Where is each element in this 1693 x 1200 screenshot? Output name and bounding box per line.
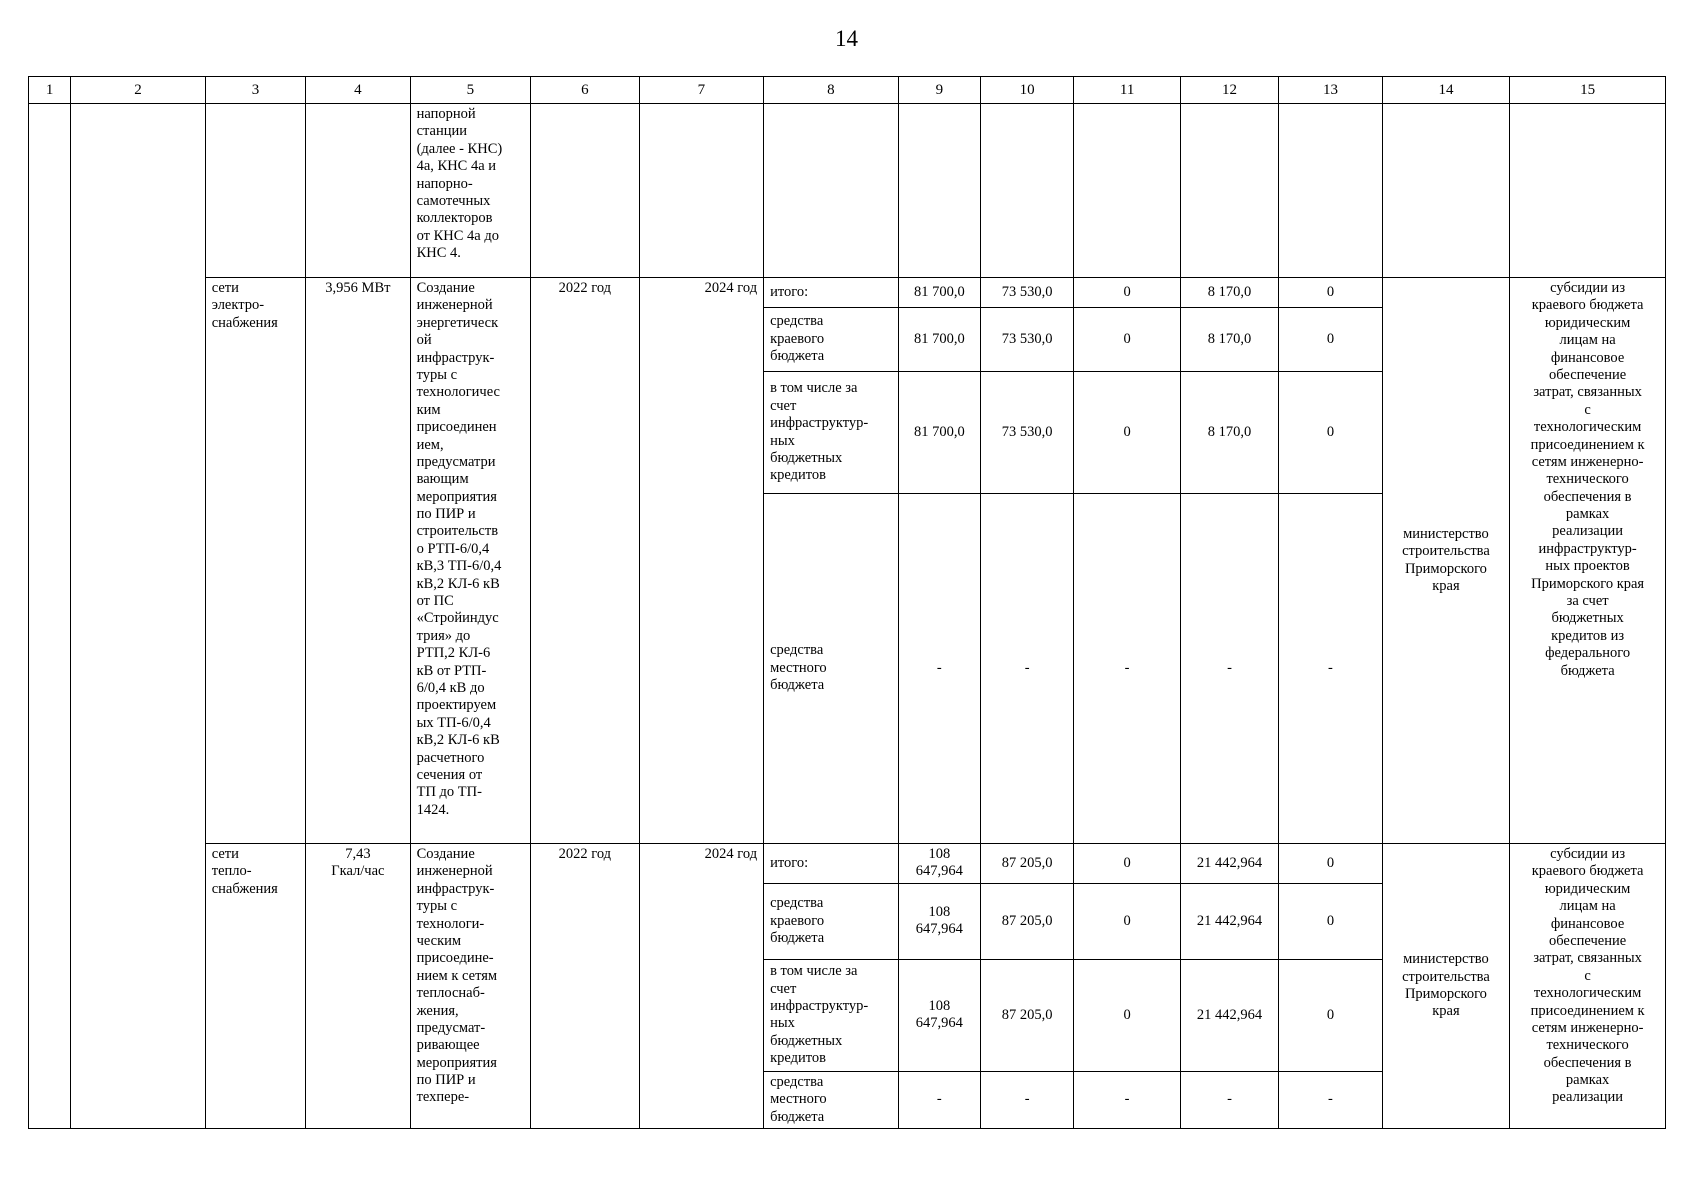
value-cell	[898, 104, 980, 278]
end-cell	[639, 104, 764, 278]
amount: 87 205,0	[980, 959, 1073, 1071]
column-number: 11	[1074, 77, 1180, 104]
funding-source-label: средства местного бюджета	[764, 1071, 899, 1128]
column-number: 9	[898, 77, 980, 104]
continuation-description: напорной станции (далее - КНС) 4а, КНС 4а и напорно- самотечных коллекторов от КНС 4а до КНС 4.	[410, 104, 531, 278]
amount: -	[1180, 494, 1278, 844]
amount: 0	[1074, 844, 1180, 884]
capacity-cell	[306, 104, 410, 278]
column-number: 8	[764, 77, 899, 104]
network-cell	[205, 104, 305, 278]
funding-source-label: в том числе за счет инфраструктур- ных бюджетных кредитов	[764, 959, 899, 1071]
capacity: 7,43 Гкал/час	[306, 844, 410, 1129]
start-year: 2022 год	[531, 278, 639, 844]
column-number: 10	[980, 77, 1073, 104]
funding-source-label: средства краевого бюджета	[764, 883, 899, 959]
measure-description: Создание инженерной инфраструк- туры с технологи- ческим присоедине- нием к сетям теплоснаб- жения, предусмат- ривающее мероприятия по ПИР и техпере-	[410, 844, 531, 1129]
value-cell	[1074, 104, 1180, 278]
amount: -	[1074, 1071, 1180, 1128]
amount: 0	[1074, 278, 1180, 308]
amount: 0	[1279, 883, 1382, 959]
responsible-cell	[1382, 104, 1510, 278]
amount: -	[898, 494, 980, 844]
table-row	[29, 278, 1666, 308]
end-year: 2024 год	[639, 844, 764, 1129]
row-number-cell	[29, 104, 71, 1129]
network-type: сети тепло- снабжения	[205, 844, 305, 1129]
amount: 0	[1279, 372, 1382, 494]
column-number: 3	[205, 77, 305, 104]
start-year: 2022 год	[531, 844, 639, 1129]
amount: 8 170,0	[1180, 372, 1278, 494]
continuation-row	[29, 104, 1666, 278]
column-number: 2	[71, 77, 206, 104]
amount: 73 530,0	[980, 372, 1073, 494]
funding-purpose: субсидии из краевого бюджета юридическим лицам на финансовое обеспечение затрат, связанных с технологическим присоединением к сетям инженерно- технического обеспечения в рамках реализации инфраструктур- ных проектов Приморского края за счет бюджетных кредитов из федерального бюджета	[1510, 278, 1666, 844]
source-cell	[764, 104, 899, 278]
amount: 108 647,964	[898, 844, 980, 884]
funding-source-label: итого:	[764, 278, 899, 308]
amount: 8 170,0	[1180, 278, 1278, 308]
value-cell	[980, 104, 1073, 278]
column-number-row	[29, 77, 1666, 104]
amount: 87 205,0	[980, 883, 1073, 959]
funding-source-label: итого:	[764, 844, 899, 884]
amount: -	[1180, 1071, 1278, 1128]
amount: 87 205,0	[980, 844, 1073, 884]
amount: 0	[1074, 308, 1180, 372]
amount: -	[898, 1071, 980, 1128]
amount: 81 700,0	[898, 278, 980, 308]
amount: 73 530,0	[980, 278, 1073, 308]
amount: -	[980, 1071, 1073, 1128]
amount: 73 530,0	[980, 308, 1073, 372]
responsible-executor: министерство строительства Приморского края	[1382, 844, 1510, 1129]
responsible-executor: министерство строительства Приморского края	[1382, 278, 1510, 844]
start-cell	[531, 104, 639, 278]
column-number: 13	[1279, 77, 1382, 104]
funding-source-label: в том числе за счет инфраструктур- ных бюджетных кредитов	[764, 372, 899, 494]
column-number: 1	[29, 77, 71, 104]
amount: 8 170,0	[1180, 308, 1278, 372]
amount: 81 700,0	[898, 308, 980, 372]
measure-description: Создание инженерной энергетическ ой инфраструк- туры с технологичес ким присоединен ием, предусматри вающим мероприятия по ПИР и строительств о РТП-6/0,4 кВ,3 ТП-6/0,4 кВ,2 КЛ-6 кВ от ПС «Стройиндус трия» до РТП,2 КЛ-6 кВ от РТП- 6/0,4 кВ до проектируем ых ТП-6/0,4 кВ,2 КЛ-6 кВ расчетного сечения от ТП до ТП- 1424.	[410, 278, 531, 844]
amount: 0	[1279, 278, 1382, 308]
column-number: 15	[1510, 77, 1666, 104]
amount: 0	[1279, 844, 1382, 884]
column-number: 7	[639, 77, 764, 104]
funding-source-label: средства краевого бюджета	[764, 308, 899, 372]
amount: 0	[1279, 959, 1382, 1071]
amount: 0	[1074, 372, 1180, 494]
amount: -	[1074, 494, 1180, 844]
amount: 21 442,964	[1180, 883, 1278, 959]
amount: 0	[1279, 308, 1382, 372]
amount: 21 442,964	[1180, 844, 1278, 884]
amount: 0	[1074, 883, 1180, 959]
capacity: 3,956 МВт	[306, 278, 410, 844]
value-cell	[1180, 104, 1278, 278]
column-number: 4	[306, 77, 410, 104]
amount: 21 442,964	[1180, 959, 1278, 1071]
page-number: 14	[835, 26, 858, 51]
column-number: 6	[531, 77, 639, 104]
column-number: 5	[410, 77, 531, 104]
end-year: 2024 год	[639, 278, 764, 844]
column-number: 14	[1382, 77, 1510, 104]
amount: -	[980, 494, 1073, 844]
table-row	[29, 844, 1666, 884]
amount: 108 647,964	[898, 959, 980, 1071]
purpose-cell	[1510, 104, 1666, 278]
funding-purpose: субсидии из краевого бюджета юридическим лицам на финансовое обеспечение затрат, связанных с технологическим присоединением к сетям инженерно- технического обеспечения в рамках реализации	[1510, 844, 1666, 1129]
amount: 0	[1074, 959, 1180, 1071]
amount: 108 647,964	[898, 883, 980, 959]
funding-source-label: средства местного бюджета	[764, 494, 899, 844]
amount: -	[1279, 1071, 1382, 1128]
amount: -	[1279, 494, 1382, 844]
column-number: 12	[1180, 77, 1278, 104]
value-cell	[1279, 104, 1382, 278]
network-type: сети электро- снабжения	[205, 278, 305, 844]
amount: 81 700,0	[898, 372, 980, 494]
program-table	[28, 76, 1666, 1129]
object-name-cell	[71, 104, 206, 1129]
